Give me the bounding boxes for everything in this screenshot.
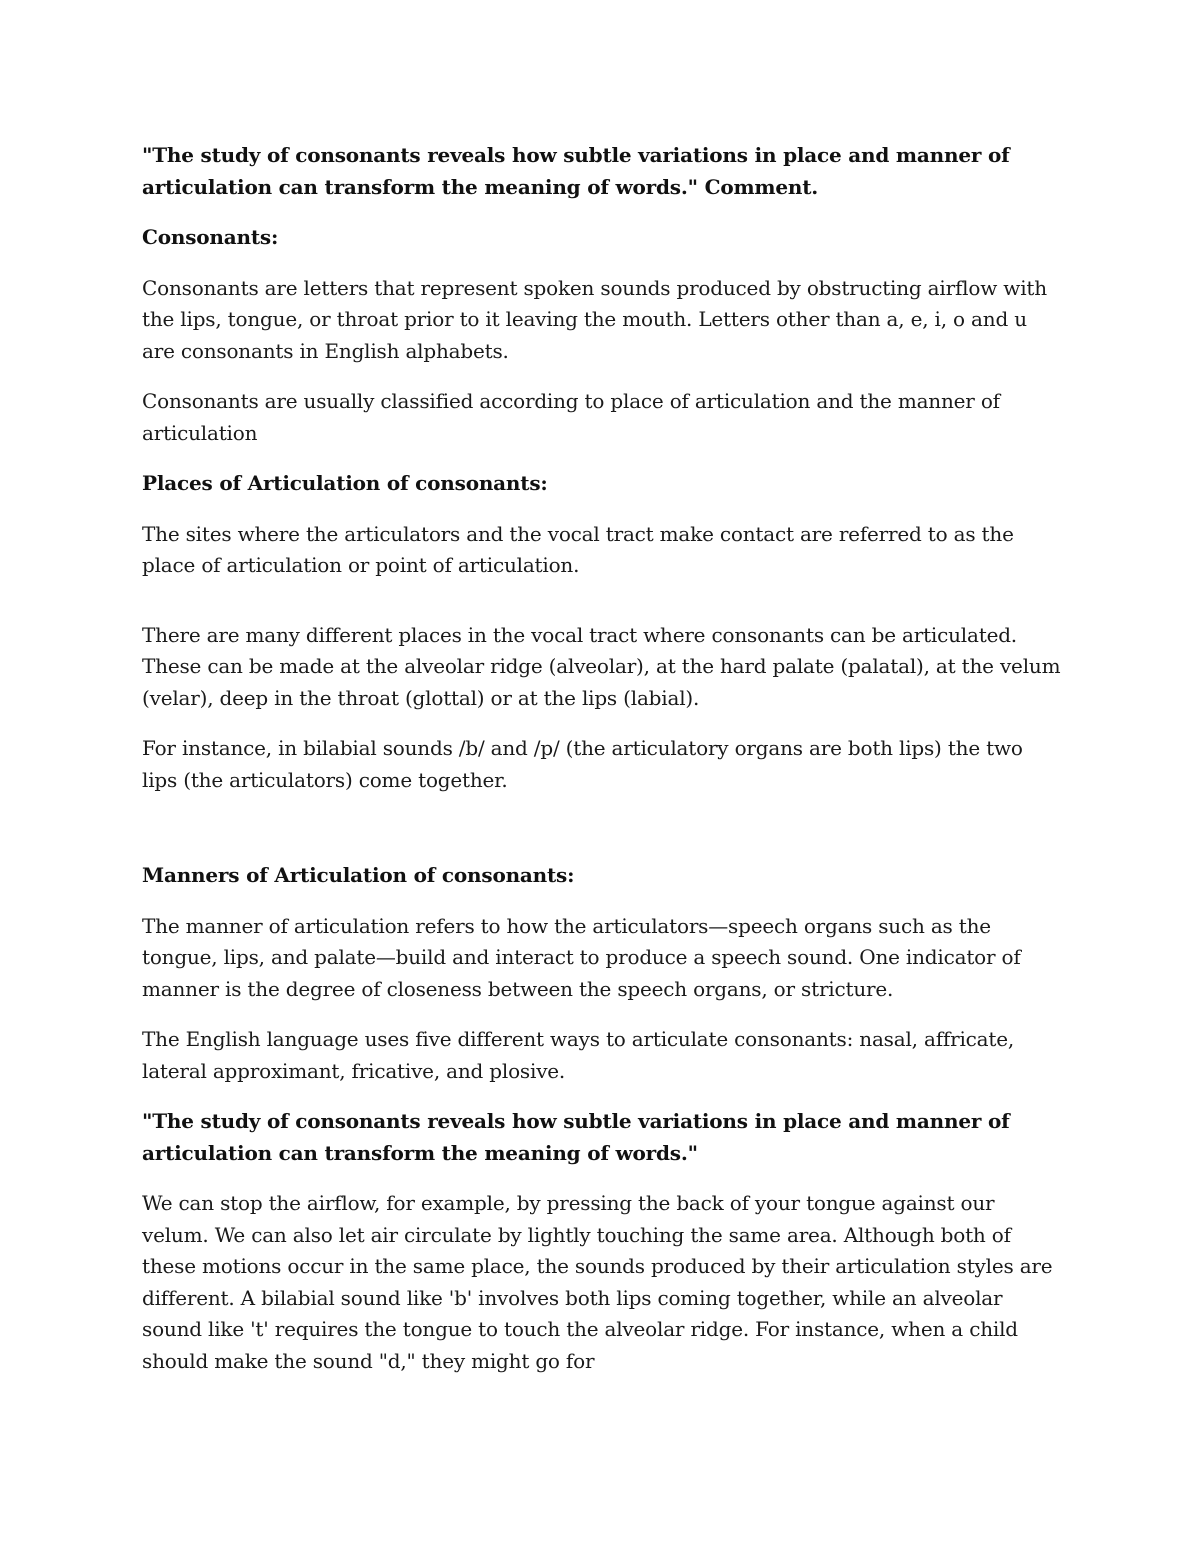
heading-consonants: Consonants: <box>142 225 279 249</box>
paragraph-manners-definition: The manner of articulation refers to how the articulators—speech organs such as the tongue, lips, and palate—build and interact to produce a speech sound. One indicator of manner is the degree of closeness between the speech organs, or stricture. <box>142 913 1021 1001</box>
paragraph-places-definition: The sites where the articulators and the vocal tract make contact are referred to as the place of articulation or point of articulation. <box>142 521 1014 577</box>
heading-places-of-articulation: Places of Articulation of consonants: <box>142 471 548 495</box>
paragraph-final-part-1: We can stop the airflow, for example, by pressing the back of your tongue against our velum. We can also let air circulate by lightly touching the same area. Although both of these motions occur in the same place, the sounds produced by their articulation styles are different. <box>142 1191 1053 1310</box>
document-body <box>142 140 1062 1396</box>
paragraph-consonants-classification: Consonants are usually classified according to place of articulation and the manner of articulation <box>142 389 1000 445</box>
paragraph-places-examples: There are many different places in the vocal tract where consonants can be articulated. These can be made at the alveolar ridge (alveolar), at the hard palate (palatal), at the velum (velar), deep in the throat (glottal) or at the lips (labial). <box>142 622 1061 710</box>
heading-quote: "The study of consonants reveals how subtle variations in place and manner of articulation can transform the meaning of words." <box>142 1109 1010 1165</box>
essay-question-title: "The study of consonants reveals how subtle variations in place and manner of articulation can transform the meaning of words." Comment. <box>142 143 1010 199</box>
paragraph-final-part-3: For instance, when a child should make the sound "d," they might go for <box>142 1317 1018 1373</box>
paragraph-bilabial-instance: For instance, in bilabial sounds /b/ and /p/ (the articulatory organs are both lips) the two lips (the articulators) come together. <box>142 736 1023 792</box>
paragraph-final-part-2: A bilabial sound like 'b' involves both lips coming together, while an alveolar sound like 't' requires the tongue to touch the alveolar ridge. <box>142 1285 1003 1341</box>
heading-manners-of-articulation: Manners of Articulation of consonants: <box>142 863 575 887</box>
paragraph-five-manners: The English language uses five different ways to articulate consonants: nasal, affricate, lateral approximant, fricative, and plosive. <box>142 1027 1015 1083</box>
paragraph-final <box>142 1188 1062 1377</box>
paragraph-consonants-definition: Consonants are letters that represent spoken sounds produced by obstructing airflow with the lips, tongue, or throat prior to it leaving the mouth. Letters other than a, e, i, o and u are consonants in English alphabets. <box>142 275 1047 363</box>
